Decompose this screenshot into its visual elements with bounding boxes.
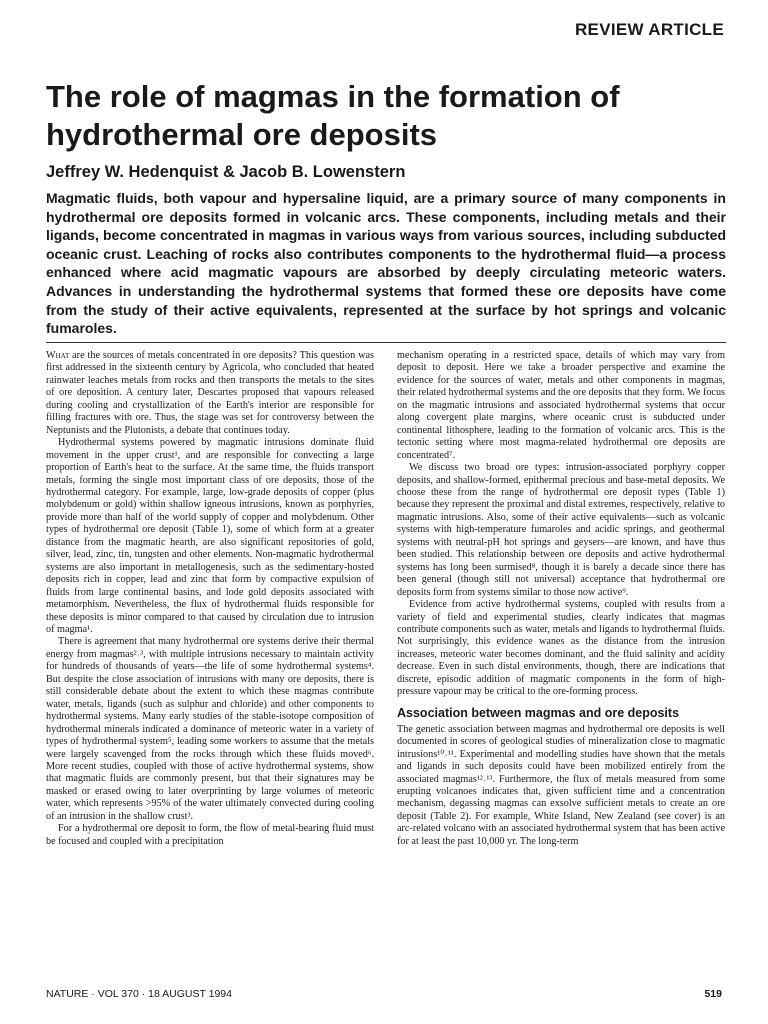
section-heading: Association between magmas and ore deposits bbox=[397, 705, 680, 720]
body-paragraph: The genetic association between magmas and hydrothermal ore deposits is well documented in scores of geological studies of mineralization close to magmatic intrusions¹⁰˒¹¹. Experimental and modelling studies have shown that the metals and ligands in such deposits could have been mobilized entirely from the associated magmas¹²˒¹³. Furthermore, the flux of metals measured from some erupting volcanoes indicates that, given sufficient time and a concentration mechanism, degassing magmas can exsolve sufficient metals to create an ore deposit (Table 2). For example, White Island, New Zealand (see cover) is an arc-related volcano with an associated hydrothermal system that has been active for at least the past 10,000 yr. The long-term bbox=[397, 723, 725, 847]
body-paragraph: We discuss two broad ore types: intrusion-associated porphyry copper deposits, and shallow-formed, epithermal precious and base-metal deposits. We choose these from the range of hydrothermal ore deposit types (Table 1) because they represent the proximal and distal extremes, respectively, relative to magmatic intrusions. Also, some of their active equivalents—such as volcanic systems with high-temperature fumaroles and acidic springs, and geothermal systems with neutral-pH hot springs and geysers—are known, and have thus been studied. This relationship between ore deposits and active hydrothermal systems has long been surmised⁸, though it is barely a decade since there has been general (though still not universal) acceptance that hydrothermal ore deposits form from systems similar to those now active⁹. bbox=[397, 462, 725, 598]
journal-citation: NATURE · VOL 370 · 18 AUGUST 1994 bbox=[46, 988, 232, 1000]
body-column-left bbox=[46, 350, 374, 980]
article-authors: Jeffrey W. Hedenquist & Jacob B. Lowenstern bbox=[46, 163, 406, 181]
article-abstract: Magmatic fluids, both vapour and hypersaline liquid, are a primary source of many components in hydrothermal ore deposits formed in volcanic arcs. These components, including metals and their ligands, become concentrated in magmas in various ways from various sources, including subducted oceanic crust. Leaching of rocks also contributes components to the hydrothermal fluid—a process enhanced where acid magmatic vapours are absorbed by deeply circulating meteoric waters. Advances in understanding the hydrothermal systems that formed these ore deposits have come from the study of their active equivalents, represented at the surface by hot springs and volcanic fumaroles. bbox=[46, 190, 726, 337]
article-title: The role of magmas in the formation of hydrothermal ore deposits bbox=[46, 79, 620, 152]
body-paragraph: There is agreement that many hydrothermal ore systems derive their thermal energy from magmas²˒³, with multiple intrusions necessary to maintain activity for hundreds of thousands of years—the life of some hydrothermal systems⁴. But despite the close association of intrusions with many ore deposits, there is still considerable debate about the extent to which these magmas contribute water, metals, ligands (such as sulphur and chloride) and other components to hydrothermal systems. Many early studies of the stable-isotope composition of hydrothermal minerals indicated a dominance of meteoric water in a variety of types of hydrothermal system⁵, leading some workers to assume that the metals were largely scavenged from the rocks through which these fluids moved⁶. More recent studies, coupled with those of active hydrothermal systems, show that magmatic fluids are commonly present, but that their signatures may be masked or erased owing to later overprinting by large volumes of meteoric water, which represents >95% of the water ultimately convected during cooling of an intrusion in the shallow crust³. bbox=[46, 636, 374, 822]
section-label: REVIEW ARTICLE bbox=[574, 20, 724, 39]
paragraph-text: are the sources of metals concentrated in ore deposits? This question was first addressed in the sixteenth century by Agricola, who concluded that heated rainwater leaches metals from rocks and then transports the metals to the sites of ore deposition. A century later, Descartes proposed that vapours released during cooling and crystallization of the Earth's interior are responsible for filling fractures with ore. Thus, the stage was set for controversy between the Neptunists and the Plutonists, a debate that continues today. bbox=[46, 350, 374, 436]
body-paragraph: For a hydrothermal ore deposit to form, the flow of metal-bearing fluid must be focused and coupled with a precipitation bbox=[46, 823, 374, 847]
body-paragraph: mechanism operating in a restricted space, details of which may vary from deposit to deposit. Here we take a broader perspective and examine the evidence for the sources of water, metals and other components in magmas, their related hydrothermal systems and the ore deposits that they form. We focus on the magmatic intrusions and associated hydrothermal systems that occur along covergent plate margins, where oceanic crust is subducted under continental lithosphere, leading to the formation of volcanic arcs. This is the tectonic setting where most magma-related hydrothermal ore deposits are concentrated⁷. bbox=[397, 350, 725, 461]
drop-lead-word: What bbox=[46, 350, 70, 361]
abstract-divider bbox=[46, 342, 726, 343]
body-paragraph: Hydrothermal systems powered by magmatic intrusions dominate fluid movement in the upper crust¹, and are responsible for convecting a large proportion of Earth's heat to the surface. At the same time, the fluids transport metals, forming the single most important class of ore deposits, those of the hydrothermal category. For example, large, low-grade deposits of copper (plus molybdenum or gold) within shallow igneous intrusions, known as porphyries, provide more than half of the world supply of copper and molybdenum. Other types of hydrothermal ore deposit (Table 1), some of which form at a greater distance from the magmatic hearth, are also significant repositories of gold, silver, lead, zinc, tin, tungsten and other elements. Non-magmatic hydrothermal systems are also important in metallogenesis, such as the sedimentary-hosted deposits rich in copper, lead and zinc that form by compactive expulsion of fluids from large continental basins, and lode gold deposits associated with metamorphism. Nevertheless, the flux of hydrothermal fluids responsible for these deposits is minor compared to that caused by circulation due to intrusion of magma¹. bbox=[46, 437, 374, 635]
page-number: 519 bbox=[704, 988, 722, 1000]
body-paragraph: Evidence from active hydrothermal systems, coupled with results from a variety of field and experimental studies, clearly indicates that magmas contribute components such as water, metals and ligands to hydrothermal fluids. Not surprisingly, this evidence wanes as the distance from the intrusion increases, meteoric water becomes dominant, and the fluid salinity and acidity decrease. Even in such distal environments, though, there are indications that discrete, episodic addition of magmatic components in the form of high-pressure vapour may be critical to the ore-forming process. bbox=[397, 599, 725, 698]
body-column-right bbox=[397, 350, 725, 980]
body-paragraph bbox=[46, 350, 374, 437]
